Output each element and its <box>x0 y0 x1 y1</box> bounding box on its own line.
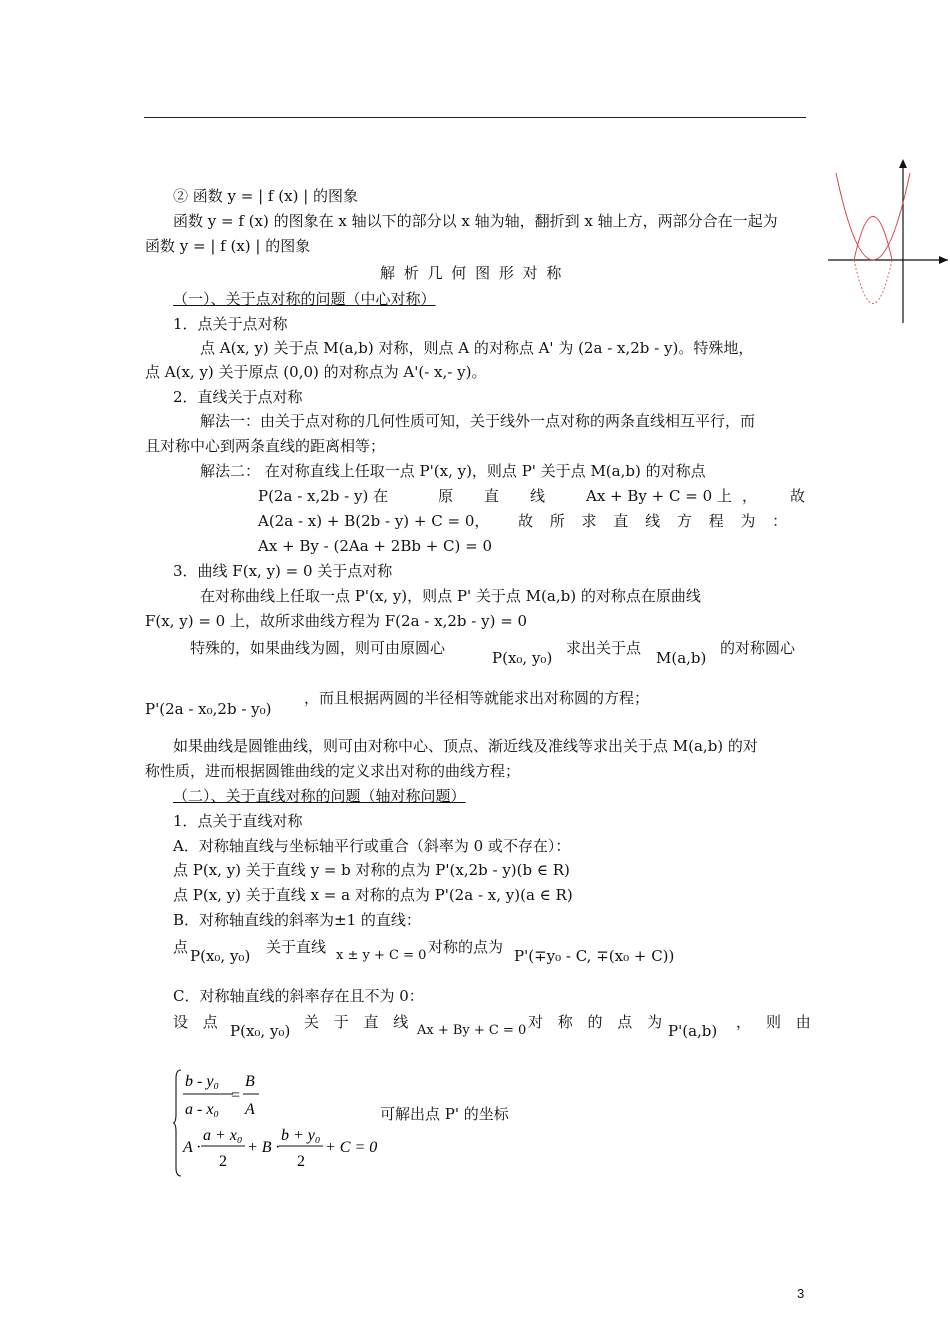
system-num3: b + y₀ <box>281 1127 321 1144</box>
line-method-two-a: P(2a - x,2b - y) 在 <box>258 487 389 505</box>
line-case-a-x: 点 P(x, y) 关于直线 x = a 对称的点为 P'(2a - x, y)(a ∈ R) <box>173 886 573 904</box>
abs-function-graph <box>828 157 950 325</box>
line-case-c-f: P'(a,b) <box>668 1022 718 1040</box>
line-method-two-b: 原 <box>438 487 454 505</box>
system-plusB: + B · <box>247 1139 280 1156</box>
system-eq1: = <box>231 1087 241 1104</box>
subheading-point-point: 1．点关于点对称 <box>173 315 288 333</box>
line-case-b-e: 对称的点为 <box>428 938 504 956</box>
system-den3: 2 <box>297 1153 305 1170</box>
subheading-curve-point: 3．曲线 F(x, y) = 0 关于点对称 <box>173 562 393 580</box>
system-num2: a + x₀ <box>203 1127 243 1144</box>
line-point-point: 点 A(x, y) 关于点 M(a,b) 对称，则点 A 的对称点 A' 为 (2a - x,2b - y)。特殊地， <box>200 339 754 357</box>
line-case-c-g: ， <box>736 1013 752 1031</box>
line-func-desc: 函数 y = f (x) 的图象在 x 轴以下的部分以 x 轴为轴，翻折到 x 轴上方，两部分合在一起为 <box>173 212 778 230</box>
graph-curve-folded <box>854 217 892 261</box>
line-case-c-d: Ax + By + C = 0 <box>417 1023 527 1038</box>
line-case-a-y: 点 P(x, y) 关于直线 y = b 对称的点为 P'(x,2b - y)(b ∈ R) <box>173 861 570 879</box>
y-axis-arrow-icon <box>899 159 907 168</box>
page-number: 3 <box>797 1286 805 1301</box>
line-case-c-a: 设 点 <box>173 1013 223 1031</box>
line-method-one-cont: 且对称中心到两条直线的距离相等； <box>145 437 386 455</box>
line-func-abs: ② 函数 y = | f (x) | 的图象 <box>173 187 359 205</box>
line-method-two-c: 直 <box>484 487 500 505</box>
line-case-c: C．对称轴直线的斜率存在且不为 0： <box>173 987 424 1005</box>
line-case-b: B．对称轴直线的斜率为±1 的直线： <box>173 911 421 929</box>
line-conic: 如果曲线是圆锥曲线，则可由对称中心、顶点、渐近线及准线等求出关于点 M(a,b) 的对 <box>173 737 758 755</box>
system-rden1: A <box>245 1101 255 1118</box>
line-case-a: A．对称轴直线与坐标轴平行或重合（斜率为 0 或不存在）： <box>173 837 571 855</box>
line-conic-cont: 称性质，进而根据圆锥曲线的定义求出对称的曲线方程； <box>145 762 521 780</box>
line-circle-c: 求出关于点 <box>566 639 642 657</box>
equation-system <box>173 1068 383 1178</box>
heading-axial-symmetry: （二）、关于直线对称的问题（轴对称问题） <box>173 787 466 805</box>
section-title: 解 析 几 何 图 形 对 称 <box>380 264 564 282</box>
line-method-two-eq-a: A(2a - x) + B(2b - y) + C = 0， <box>258 512 490 530</box>
line-method-two-result: Ax + By - (2Aa + 2Bb + C) = 0 <box>258 537 493 555</box>
line-func-desc-cont: 函数 y = | f (x) | 的图象 <box>145 237 311 255</box>
line-case-c-c: 关 于 直 线 <box>304 1013 414 1031</box>
line-case-b-a: 点 <box>173 938 189 956</box>
system-coefA: A · <box>183 1139 201 1156</box>
system-brace <box>173 1070 181 1176</box>
line-case-b-c: 关于直线 <box>266 938 327 956</box>
line-curve-point-result: F(x, y) = 0 上，故所求曲线方程为 F(2a - x,2b - y) = 0 <box>145 612 528 630</box>
x-axis-arrow-icon <box>939 256 948 264</box>
line-method-two-eq-b: 故 所 求 直 线 方 程 为 ： <box>518 512 794 530</box>
graph-curve-dotted <box>854 260 892 304</box>
line-circle-a: 特殊的，如果曲线为圆，则可由原圆心 <box>190 639 446 657</box>
line-case-b-d: x ± y + C = 0 <box>336 948 427 963</box>
line-method-two-e: Ax + By + C = 0 上 <box>586 487 732 505</box>
line-method-two-f: ， <box>742 487 758 505</box>
line-method-two-d: 线 <box>530 487 546 505</box>
line-point-origin: 点 A(x, y) 关于原点 (0,0) 的对称点为 A'(- x,- y)。 <box>145 363 487 381</box>
line-case-c-b: P(x₀, y₀) <box>230 1022 291 1040</box>
line-circle-b: P(x₀, y₀) <box>492 649 553 667</box>
line-case-b-f: P'(∓y₀ - C, ∓(x₀ + C)) <box>514 947 675 965</box>
system-den1: a - x₀ <box>185 1101 219 1118</box>
system-num1: b - y₀ <box>185 1073 219 1090</box>
system-rhs1: B <box>245 1073 255 1090</box>
subheading-point-line: 1．点关于直线对称 <box>173 812 303 830</box>
line-method-one: 解法一：由关于点对称的几何性质可知，关于线外一点对称的两条直线相互平行，而 <box>200 412 756 430</box>
line-circle-e: 的对称圆心 <box>720 639 796 657</box>
line-solve-coordinates: 可解出点 P' 的坐标 <box>380 1105 509 1123</box>
header-rule <box>144 117 806 118</box>
line-curve-point: 在对称曲线上任取一点 P'(x, y)，则点 P' 关于点 M(a,b) 的对称点在原曲线 <box>200 587 701 605</box>
line-circle-d: M(a,b) <box>656 649 707 667</box>
system-tail: + C = 0 <box>325 1139 378 1156</box>
heading-central-symmetry: （一）、关于点对称的问题（中心对称） <box>173 290 436 308</box>
line-circle-center-a: P'(2a - x₀,2b - y₀) <box>145 700 272 718</box>
system-den2: 2 <box>219 1153 227 1170</box>
line-case-c-e: 对 称 的 点 为 <box>528 1013 668 1031</box>
line-method-two: 解法二： 在对称直线上任取一点 P'(x, y)，则点 P' 关于点 M(a,b) 的对称点 <box>200 462 706 480</box>
line-case-c-h: 则 由 <box>766 1013 816 1031</box>
subheading-line-point: 2．直线关于点对称 <box>173 388 303 406</box>
line-method-two-g: 故 <box>790 487 806 505</box>
line-case-b-b: P(x₀, y₀) <box>190 947 251 965</box>
line-circle-center-b: ，而且根据两圆的半径相等就能求出对称圆的方程； <box>304 689 650 707</box>
